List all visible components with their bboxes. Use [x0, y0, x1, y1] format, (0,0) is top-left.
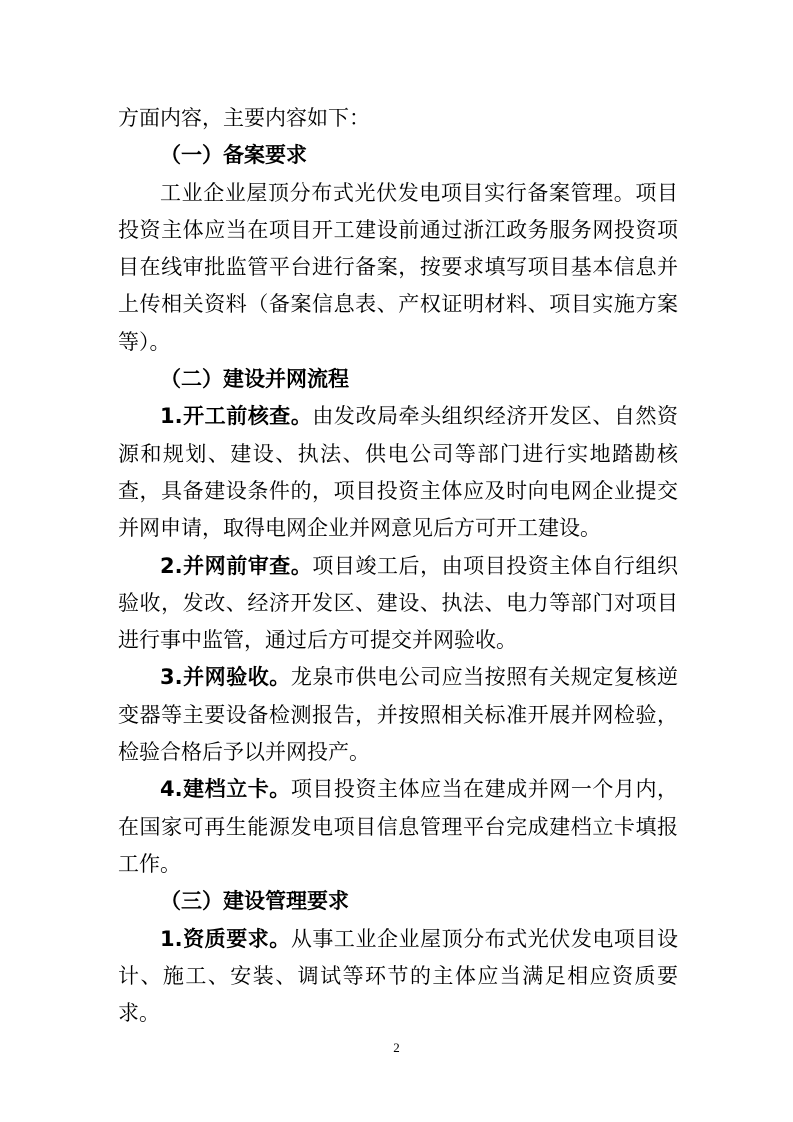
paragraph-intro: 方面内容，主要内容如下：: [118, 106, 370, 130]
item-lead-pre-grid-review: 2.并网前审查。: [160, 553, 313, 578]
section-heading-management: （三）建设管理要求: [160, 889, 349, 914]
item-lead-grid-acceptance: 3.并网验收。: [160, 665, 291, 690]
item-lead-registration: 4.建档立卡。: [160, 777, 291, 802]
paragraph-qualification: [118, 921, 678, 1033]
item-text-grid-acceptance: 龙泉市供电公司应当按照有关规定复核逆变器等主要设备检测报告，并按照相关标准开展并网检验，检验合格后予以并网投产。: [118, 665, 678, 765]
item-lead-pre-construction-check: 1.开工前核查。: [160, 404, 313, 429]
section-heading-filing: （一）备案要求: [160, 143, 307, 168]
paragraph-pre-construction-check: [118, 398, 678, 547]
paragraph-filing: 工业企业屋顶分布式光伏发电项目实行备案管理。项目投资主体应当在项目开工建设前通过浙江政务服务网投资项目在线审批监管平台进行备案，按要求填写项目基本信息并上传相关资料（备案信息表、产权证明材料、项目实施方案等）。: [118, 180, 678, 354]
item-text-qualification: 从事工业企业屋顶分布式光伏发电项目设计、施工、安装、调试等环节的主体应当满足相应资质要求。: [118, 926, 678, 1026]
paragraph-pre-grid-review: [118, 548, 678, 660]
section-heading-grid-process: （二）建设并网流程: [160, 367, 349, 392]
page-number: 2: [393, 1040, 400, 1055]
paragraph-grid-acceptance: [118, 659, 678, 771]
item-lead-qualification: 1.资质要求。: [160, 926, 291, 951]
paragraph-registration: [118, 771, 678, 883]
document-body: [118, 100, 678, 1032]
item-text-pre-grid-review: 项目竣工后，由项目投资主体自行组织验收，发改、经济开发区、建设、执法、电力等部门对项目进行事中监管，通过后方可提交并网验收。: [118, 553, 679, 653]
item-text-registration: 项目投资主体应当在建成并网一个月内，在国家可再生能源发电项目信息管理平台完成建档立卡填报工作。: [118, 777, 678, 876]
item-text-pre-construction-check: 由发改局牵头组织经济开发区、自然资源和规划、建设、执法、供电公司等部门进行实地踏勘核查，具备建设条件的，项目投资主体应及时向电网企业提交并网申请，取得电网企业并网意见后方可开工建设。: [118, 404, 679, 541]
